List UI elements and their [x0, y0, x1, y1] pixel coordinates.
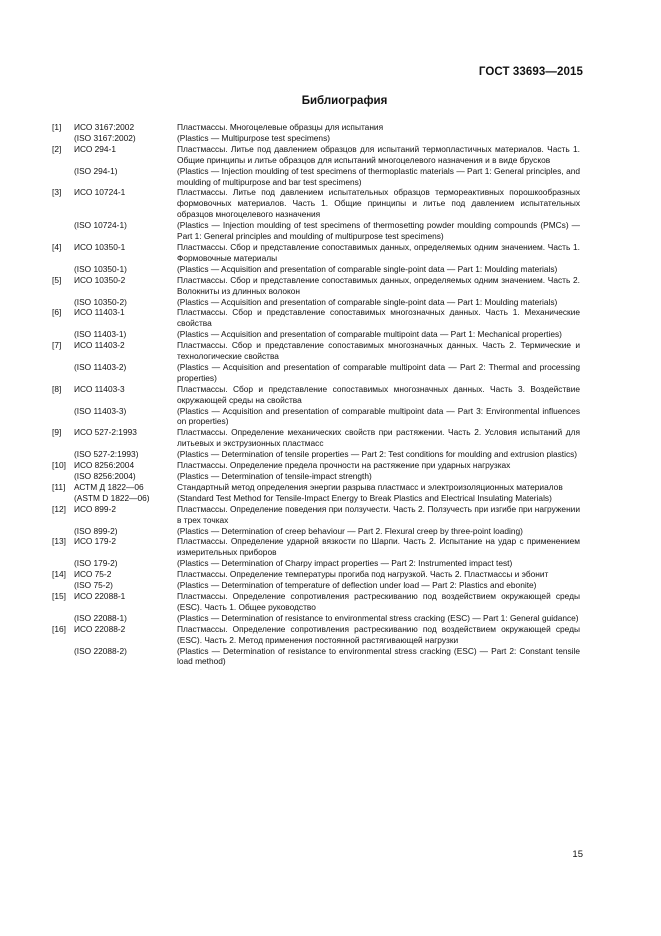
- entry-text: (Standard Test Method for Tensile-Impact Energy to Break Plastics and Electrical Insulating Materials): [177, 492, 552, 503]
- entry-text: Пластмассы. Определение температуры прогиба под нагрузкой. Часть 2. Пластмассы и эбонит: [177, 569, 549, 580]
- entry-code: ИСО 3167:2002: [74, 122, 135, 132]
- entry-code: ИСО 11403-1: [74, 307, 125, 318]
- entry-number: [52, 646, 74, 668]
- entry-number: [3]: [52, 187, 62, 198]
- bibliography-entry: [52, 646, 580, 668]
- entry-code: ИСО 8256:2004: [74, 460, 135, 471]
- bibliography-entry: [52, 242, 580, 264]
- entry-text: Пластмассы. Литье под давлением испытательных образцов термореактивных порошкообразных формовочных материалов. Часть 1. Общие принципы и литье под давлением испытательных образцов многоцелевого назначения: [177, 187, 580, 220]
- entry-text: Пластмассы. Сбор и представление сопоставимых многозначных данных. Часть 1. Механические свойства: [177, 307, 580, 329]
- entry-code: (ISO 899-2): [74, 525, 118, 536]
- entry-text: Пластмассы. Определение поведения при ползучести. Часть 2. Ползучесть при изгибе при нагружении в трех точках: [177, 503, 580, 525]
- bibliography-entry: [52, 536, 580, 558]
- entry-text: Пластмассы. Определение сопротивления растрескиванию под воздействием окружающей среды (ESC). Часть 1. Общее руководство: [177, 590, 580, 612]
- entry-code: ИСО 11403-3: [74, 383, 125, 394]
- bibliography-entry: [52, 504, 580, 526]
- entry-text: (Plastics — Determination of creep behaviour — Part 2. Flexural creep by three-point loading): [177, 525, 523, 536]
- entry-number: [52, 493, 74, 504]
- entry-code: (ISO 294-1): [74, 165, 118, 176]
- document-code: ГОСТ 33693—2015: [478, 66, 583, 78]
- bibliography-entry: [52, 493, 580, 504]
- entry-number: [52, 580, 74, 591]
- entry-number: [52, 526, 74, 537]
- entry-code: (ISO 3167:2002): [74, 132, 136, 143]
- entry-text: (Plastics — Determination of resistance to environmental stress cracking (ESC) — Part 1: General guidance): [177, 612, 579, 623]
- entry-code: (ASTM D 1822—06): [74, 492, 150, 503]
- entry-text: Стандартный метод определения энергии разрыва пластмасс и электроизоляционных материалов: [177, 481, 563, 492]
- entry-code: АСТМ Д 1822—06: [74, 481, 144, 492]
- entry-number: [52, 362, 74, 384]
- entry-code: ИСО 22088-2: [74, 623, 126, 634]
- entry-code: ИСО 10350-2: [74, 274, 126, 285]
- page-title: Библиография: [301, 95, 388, 107]
- bibliography-entry: [52, 482, 580, 493]
- bibliography-entry: [52, 569, 580, 580]
- entry-text: Пластмассы. Сбор и представление сопоставимых данных, определяемых одним значением. Часть 2. Волокниты из длинных волокон: [177, 274, 580, 296]
- entry-code: (ISO 22088-2): [74, 645, 127, 656]
- bibliography-entry: [52, 406, 580, 428]
- entry-number: [5]: [52, 274, 62, 285]
- bibliography-entry: [52, 580, 580, 591]
- bibliography-entry: [52, 449, 580, 460]
- bibliography-entry: [52, 187, 580, 220]
- entry-number: [16]: [52, 623, 66, 634]
- entry-number: [14]: [52, 569, 66, 580]
- entry-text: (Plastics — Acquisition and presentation of comparable multipoint data — Part 3: Environmental influences on properties): [177, 405, 580, 427]
- entry-code: (ISO 527-2:1993): [74, 449, 139, 460]
- bibliography-entry: [52, 307, 580, 329]
- bibliography-entry: [52, 427, 580, 449]
- entry-text: (Plastics — Determination of temperature of deflection under load — Part 2: Plastics and ebonite): [177, 580, 537, 591]
- entry-text: Пластмассы. Сбор и представление сопоставимых данных, определяемых одним значением. Часть 1. Формовочные материалы: [177, 241, 580, 263]
- bibliography-entry: [52, 133, 580, 144]
- bibliography-entry: [52, 591, 580, 613]
- entry-code: ИСО 10724-1: [74, 187, 126, 198]
- entry-code: ИСО 179-2: [74, 536, 116, 547]
- entry-number: [10]: [52, 460, 66, 471]
- entry-number: [52, 449, 74, 460]
- bibliography-list: [52, 122, 580, 667]
- entry-number: [12]: [52, 503, 66, 514]
- entry-code: (ISO 10724-1): [74, 220, 127, 231]
- entry-text: Пластмассы. Многоцелевые образцы для испытания: [177, 122, 384, 132]
- entry-number: [52, 264, 74, 275]
- entry-number: [52, 471, 74, 482]
- entry-number: [52, 166, 74, 188]
- entry-number: [52, 613, 74, 624]
- entry-code: (ISO 22088-1): [74, 612, 127, 623]
- entry-text: Пластмассы. Литье под давлением образцов для испытаний термопластичных материалов. Часть 1. Общие принципы и литье образцов для испытаний многоцелевого назначения и в виде брусков: [177, 143, 580, 165]
- entry-text: (Plastics — Injection moulding of test specimens of thermoplastic materials — Part 1: General principles, and moulding of multipurpose and bar test specimens): [177, 165, 580, 187]
- bibliography-entry: [52, 297, 580, 308]
- entry-text: Пластмассы. Определение механических свойств при растяжении. Часть 2. Условия испытаний для литьевых и экструзионных пластмасс: [177, 427, 580, 449]
- bibliography-entry: [52, 558, 580, 569]
- entry-text: Пластмассы. Сбор и представление сопоставимых многозначных данных. Часть 3. Воздействие окружающей среды на свойства: [177, 383, 580, 405]
- entry-number: [8]: [52, 383, 62, 394]
- entry-text: Пластмассы. Определение предела прочности на растяжение при ударных нагрузках: [177, 460, 511, 471]
- bibliography-entry: [52, 384, 580, 406]
- entry-number: [6]: [52, 307, 62, 318]
- bibliography-entry: [52, 329, 580, 340]
- entry-number: [7]: [52, 340, 62, 351]
- entry-text: (Plastics — Multipurpose test specimens): [177, 132, 331, 143]
- bibliography-entry: [52, 613, 580, 624]
- entry-number: [52, 558, 74, 569]
- entry-text: (Plastics — Determination of resistance to environmental stress cracking (ESC) — Part 2: Constant tensile load method): [177, 645, 580, 667]
- entry-text: (Plastics — Determination of tensile properties — Part 2: Test conditions for moulding and extrusion plastics): [177, 449, 578, 460]
- entry-code: (ISO 10350-2): [74, 296, 127, 307]
- entry-code: ИСО 10350-1: [74, 241, 126, 252]
- entry-number: [4]: [52, 241, 62, 252]
- entry-number: [1]: [52, 122, 62, 132]
- entry-number: [15]: [52, 590, 66, 601]
- entry-number: [9]: [52, 427, 62, 438]
- entry-code: ИСО 75-2: [74, 569, 112, 580]
- entry-code: (ISO 75-2): [74, 580, 113, 591]
- entry-text: Пластмассы. Определение сопротивления растрескиванию под воздействием окружающей среды (ESC). Часть 2. Метод применения постоянной растягивающей нагрузки: [177, 623, 580, 645]
- entry-text: (Plastics — Determination of tensile-impact strength): [177, 471, 372, 481]
- entry-text: (Plastics — Acquisition and presentation of comparable multipoint data — Part 2: Thermal and processing properties): [177, 361, 580, 383]
- entry-code: (ISO 179-2): [74, 558, 118, 569]
- bibliography-entry: [52, 122, 580, 133]
- entry-text: (Plastics — Acquisition and presentation of comparable single-point data — Part 1: Moulding materials): [177, 296, 558, 307]
- entry-code: ИСО 294-1: [74, 143, 116, 154]
- bibliography-entry: [52, 166, 580, 188]
- bibliography-entry: [52, 471, 580, 482]
- bibliography-entry: [52, 362, 580, 384]
- bibliography-entry: [52, 264, 580, 275]
- entry-number: [52, 133, 74, 144]
- entry-code: (ISO 10350-1): [74, 263, 127, 274]
- entry-text: (Plastics — Injection moulding of test specimens of thermosetting powder moulding compounds (PMCs) — Part 1: General principles and moulding of multipurpose test specimens): [177, 220, 580, 242]
- entry-number: [13]: [52, 536, 66, 547]
- entry-number: [52, 220, 74, 242]
- entry-number: [2]: [52, 143, 62, 154]
- entry-text: (Plastics — Acquisition and presentation of comparable single-point data — Part 1: Moulding materials): [177, 263, 558, 274]
- entry-code: ИСО 22088-1: [74, 590, 126, 601]
- page-number: 15: [572, 849, 583, 860]
- bibliography-entry: [52, 275, 580, 297]
- entry-number: [52, 329, 74, 340]
- entry-number: [52, 406, 74, 428]
- bibliography-entry: [52, 220, 580, 242]
- bibliography-entry: [52, 526, 580, 537]
- entry-code: ИСО 527-2:1993: [74, 427, 137, 438]
- bibliography-entry: [52, 144, 580, 166]
- bibliography-entry: [52, 340, 580, 362]
- bibliography-entry: [52, 624, 580, 646]
- entry-text: Пластмассы. Определение ударной вязкости по Шарпи. Часть 2. Испытание на удар с применением измерительных приборов: [177, 536, 580, 558]
- entry-code: ИСО 11403-2: [74, 340, 125, 351]
- bibliography-entry: [52, 460, 580, 471]
- entry-code: (ISO 11403-3): [74, 405, 127, 416]
- entry-text: Пластмассы. Сбор и представление сопоставимых многозначных данных. Часть 2. Термические и технологические свойства: [177, 340, 580, 362]
- entry-text: (Plastics — Acquisition and presentation of comparable multipoint data — Part 1: Mechanical properties): [177, 329, 562, 340]
- entry-code: (ISO 11403-1): [74, 329, 127, 340]
- entry-number: [11]: [52, 481, 66, 492]
- entry-code: ИСО 899-2: [74, 503, 116, 514]
- entry-code: (ISO 8256:2004): [74, 471, 136, 481]
- entry-code: (ISO 11403-2): [74, 361, 127, 372]
- entry-number: [52, 297, 74, 308]
- entry-text: (Plastics — Determination of Charpy impact properties — Part 2: Instrumented impact test): [177, 558, 513, 569]
